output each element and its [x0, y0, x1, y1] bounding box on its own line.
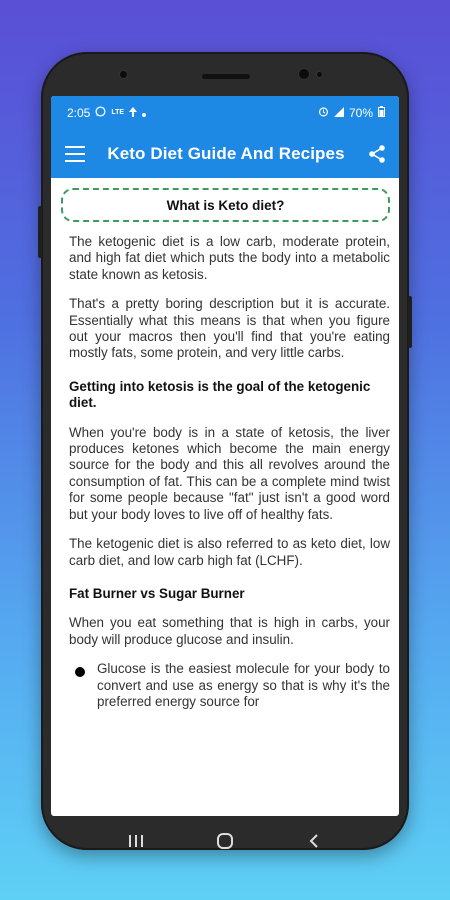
dot-icon: [142, 106, 146, 120]
notification-icon: [129, 106, 137, 120]
recent-apps-icon[interactable]: [124, 829, 148, 853]
volume-button: [38, 206, 42, 258]
subheading: Fat Burner vs Sugar Burner: [69, 585, 245, 601]
paragraph: When you're body is in a state of ketosis, the liver produces ketones which become the main energy source for the body and this all revolves around the consumption of fat. This can be a complete mind twist for some people because "fat" just isn't a good word but your body loves to live off of healthy fats.: [69, 424, 390, 522]
battery-percent: 70%: [348, 105, 373, 120]
bullet-icon: [75, 667, 85, 677]
lte-icon: LTE: [111, 109, 125, 116]
status-bar: [51, 96, 399, 129]
phone-frame: [41, 52, 409, 850]
list-item: [69, 661, 390, 710]
app-bar: [51, 129, 399, 178]
battery-icon: [378, 106, 385, 120]
front-camera-icon: [298, 68, 310, 80]
share-icon[interactable]: [367, 144, 387, 164]
sensor-icon: [119, 70, 128, 79]
navigation-bar: [51, 820, 399, 862]
section-title: What is Keto diet?: [166, 197, 285, 213]
paragraph: The ketogenic diet is also referred to as keto diet, low carb diet, and low carb high fat (LCHF).: [69, 536, 390, 568]
bullet-text: Glucose is the easiest molecule for your body to convert and use as energy so that is why it's the preferred energy source for: [97, 661, 390, 709]
app-title: Keto Diet Guide And Recipes: [107, 143, 345, 163]
signal-icon: [334, 106, 344, 120]
paragraph: That's a pretty boring description but it is accurate. Essentially what this means is that when you figure out your macros then you'll find that you're eating mostly fats, some protein, and very little carbs.: [69, 296, 390, 361]
earpiece-speaker: [202, 74, 250, 79]
status-left: [67, 106, 146, 120]
section-title-box: [61, 188, 390, 222]
status-right: [318, 106, 385, 120]
sensor-icon: [316, 71, 323, 78]
power-button: [408, 296, 412, 348]
back-icon[interactable]: [302, 829, 326, 853]
hamburger-menu-icon[interactable]: [65, 146, 85, 162]
alarm-icon: [318, 106, 329, 120]
paragraph: When you eat something that is high in carbs, your body will produce glucose and insulin.: [69, 615, 390, 647]
article-content[interactable]: [51, 178, 399, 710]
status-time: 2:05: [67, 105, 91, 120]
paragraph: The ketogenic diet is a low carb, moderate protein, and high fat diet which puts the body into a metabolic state known as ketosis.: [69, 234, 390, 282]
whatsapp-icon: [95, 106, 106, 120]
subheading: Getting into ketosis is the goal of the ketogenic diet.: [69, 378, 371, 411]
home-icon[interactable]: [213, 829, 237, 853]
screen: [51, 96, 399, 816]
